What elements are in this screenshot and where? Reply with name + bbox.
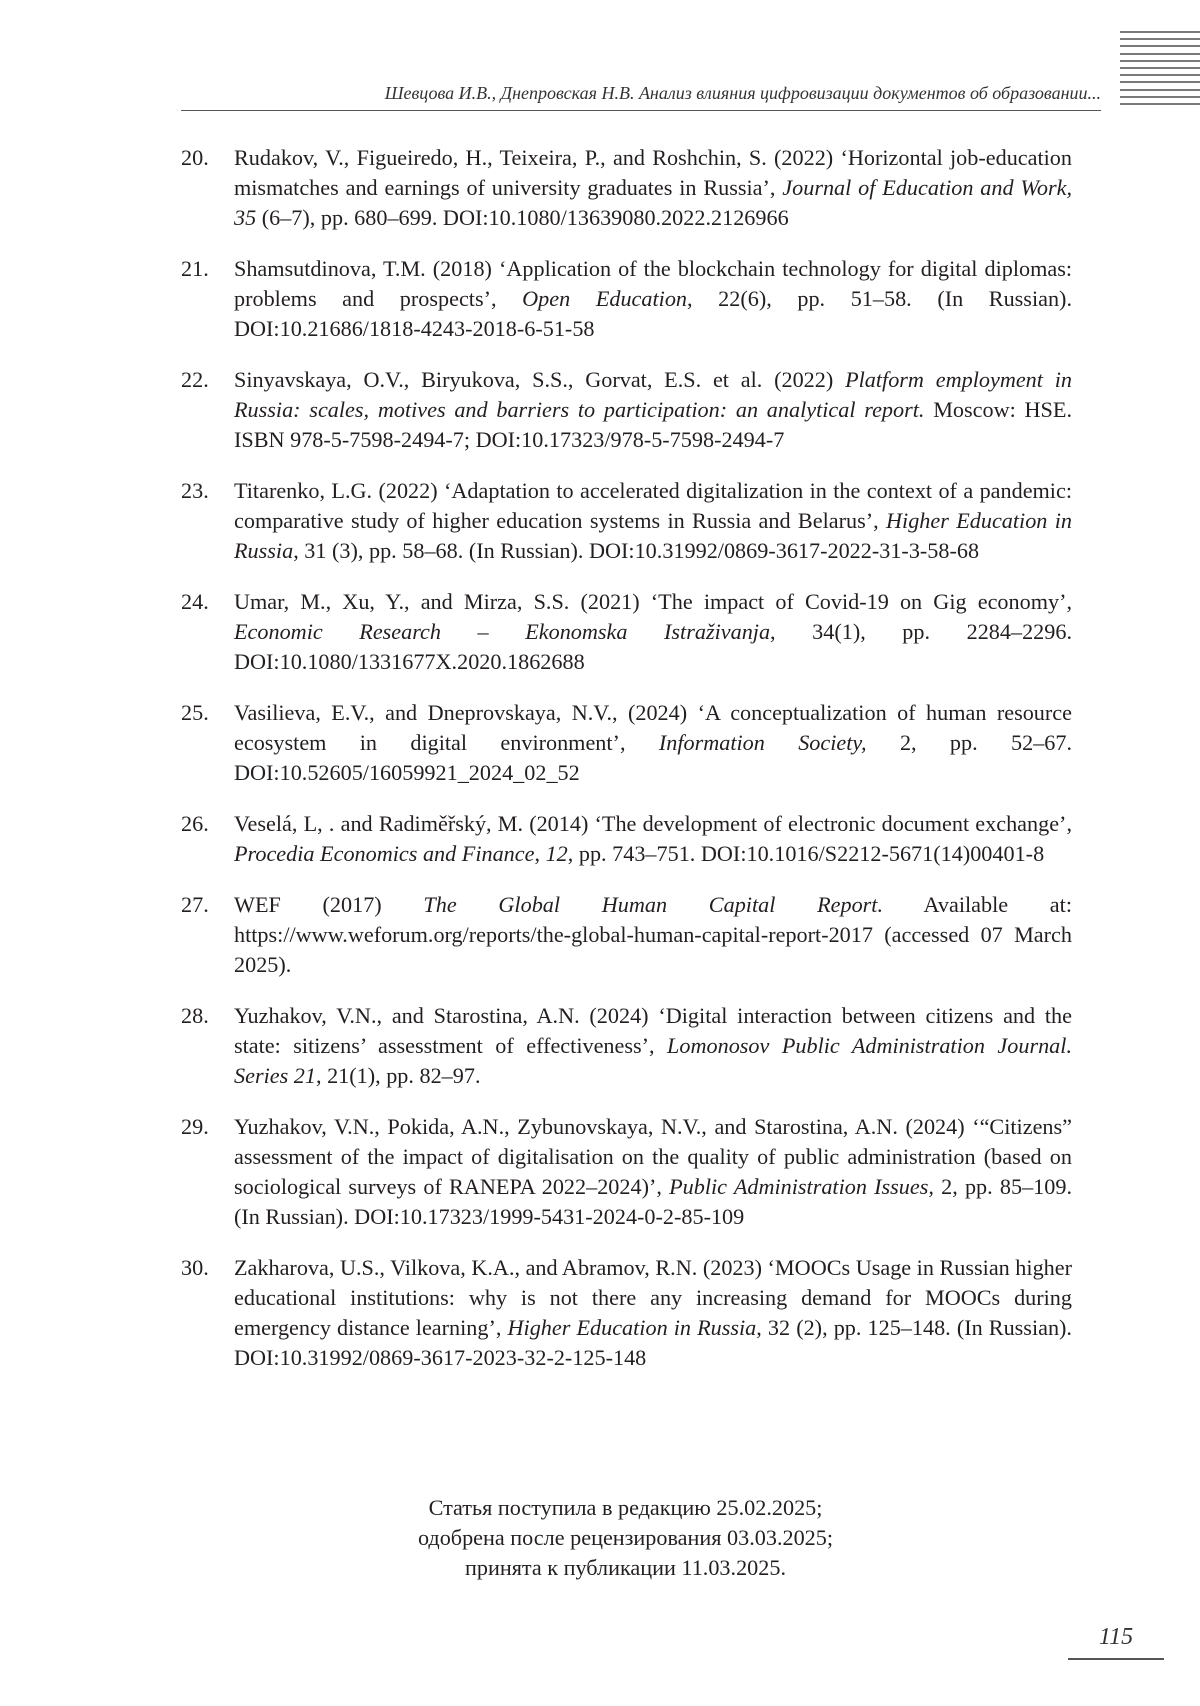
article-history	[180, 1493, 1071, 1583]
reference-text: Vasilieva, E.V., and Dneprovskaya, N.V., (2024) ‘A conceptualization of human resource ecosystem in digital environment’,	[234, 700, 1072, 755]
reference-italic-text: Procedia Economics and Finance	[234, 841, 535, 866]
reference-number: 30.	[181, 1255, 209, 1280]
reference-number: 27.	[181, 892, 209, 917]
reference-number: 20.	[181, 145, 209, 170]
reference-text: Zakharova, U.S., Vilkova, K.A., and Abramov, R.N. (2023) ‘MOOCs Usage in Russian higher educational institutions: why is not there any increasing demand for MOOCs during emergency distance learning’,	[234, 1255, 1072, 1340]
reference-text: Sinyavskaya, O.V., Biryukova, S.S., Gorvat, E.S. et al. (2022)	[234, 367, 846, 392]
reference-text: Rudakov, V., Figueiredo, H., Teixeira, P., and Roshchin, S. (2022) ‘Horizontal job-education mismatches and earnings of university graduates in Russia’,	[234, 145, 1072, 200]
reference-text: Moscow: HSE. ISBN 978-5-7598-2494-7; DOI:10.17323/978-5-7598-2494-7	[234, 397, 1072, 452]
reference-text: , 21(1), pp. 82–97.	[315, 1063, 481, 1088]
approved-date: одобрена после рецензирования 03.03.2025;	[417, 1525, 834, 1550]
reference-italic-text: Lomonosov Public Administration Journal. Series 21	[234, 1033, 1072, 1088]
reference-number: 24.	[181, 589, 209, 614]
reference-italic-text: Economic Research – Ekonomska Istraživanja	[234, 619, 771, 644]
reference-number: 22.	[181, 367, 209, 392]
reference-text: 2, pp. 85–109. (In Russian). DOI:10.17323/1999-5431-2024-0-2-85-109	[234, 1174, 1072, 1229]
reference-number: 23.	[181, 478, 209, 503]
reference-text: , 31 (3), pp. 58–68. (In Russian). DOI:10.31992/0869-3617-2022-31-3-58-68	[293, 538, 980, 563]
reference-list	[181, 143, 1072, 1394]
reference-text: Available at: https://www.weforum.org/reports/the-global-human-capital-report-2017 (accessed 07 March 2025).	[234, 892, 1072, 977]
reference-item	[181, 698, 1072, 788]
reference-italic-text: The Global Human Capital Report.	[423, 892, 884, 917]
reference-text: Shamsutdinova, T.M. (2018) ‘Application of the blockchain technology for digital diplomas: problems and prospects’,	[234, 256, 1072, 311]
reference-text: (6–7), pp. 680–699. DOI:10.1080/13639080.2022.2126966	[256, 205, 789, 230]
reference-italic-text: Public Administration Issues,	[669, 1174, 934, 1199]
reference-text: Veselá, L, . and Radiměřský, M. (2014) ‘The development of electronic document exchange’,	[234, 811, 1072, 836]
reference-number: 25.	[181, 700, 209, 725]
reference-text: Yuzhakov, V.N., and Starostina, A.N. (2024) ‘Digital interaction between citizens and the state: sitizens’ assesstment of effectiveness’,	[234, 1003, 1072, 1058]
reference-text: ,	[534, 841, 546, 866]
reference-item	[181, 476, 1072, 566]
reference-italic-text: Higher Education in Russia	[234, 508, 1072, 563]
reference-number: 29.	[181, 1114, 209, 1139]
decorative-stripes	[1120, 31, 1200, 111]
running-head	[181, 78, 1101, 111]
page-number: 115	[1098, 1624, 1134, 1650]
reference-item	[181, 1001, 1072, 1091]
reference-text: Yuzhakov, V.N., Pokida, A.N., Zybunovskaya, N.V., and Starostina, A.N. (2024) ‘“Citizens” assessment of the impact of digitalisation on the quality of public administration (based on sociological surveys of RANEPA 2022–2024)’,	[234, 1114, 1072, 1199]
running-head-text: Шевцова И.В., Днепровская Н.В. Анализ влияния цифровизации документов об образовании...	[384, 83, 1101, 103]
received-date: Статья поступила в редакцию 25.02.2025;	[428, 1495, 823, 1520]
reference-item	[181, 809, 1072, 869]
reference-text: , 32 (2), pp. 125–148. (In Russian). DOI:10.31992/0869-3617-2023-32-2-125-148	[234, 1315, 1072, 1370]
reference-text: Umar, M., Xu, Y., and Mirza, S.S. (2021) ‘The impact of Covid-19 on Gig economy’,	[234, 589, 1072, 614]
reference-item	[181, 890, 1072, 980]
reference-italic-text: Platform employment in Russia: scales, motives and barriers to participation: an analytical report.	[234, 367, 1072, 422]
reference-text: , pp. 743–751. DOI:10.1016/S2212-5671(14)00401-8	[567, 841, 1045, 866]
reference-text: 2, pp. 52–67. DOI:10.52605/16059921_2024_02_52	[234, 730, 1073, 785]
reference-italic-text: Information Society,	[658, 730, 867, 755]
reference-text: WEF (2017)	[234, 892, 424, 917]
page-number-rule	[1068, 1658, 1164, 1660]
reference-text: Titarenko, L.G. (2022) ‘Adaptation to accelerated digitalization in the context of a pandemic: comparative study of higher education systems in Russia and Belarus’,	[234, 478, 1072, 533]
reference-italic-text: Open Education	[522, 286, 688, 311]
reference-item	[181, 143, 1072, 233]
reference-item	[181, 254, 1072, 344]
reference-item	[181, 365, 1072, 455]
reference-item	[181, 587, 1072, 677]
reference-item	[181, 1112, 1072, 1232]
reference-number: 28.	[181, 1003, 209, 1028]
reference-italic-text: 12	[545, 841, 568, 866]
reference-number: 26.	[181, 811, 209, 836]
reference-text: , 34(1), pp. 2284–2296. DOI:10.1080/1331677X.2020.1862688	[234, 619, 1072, 674]
reference-italic-text: Journal of Education and Work, 35	[234, 175, 1072, 230]
reference-text: , 22(6), pp. 51–58. (In Russian). DOI:10.21686/1818-4243-2018-6-51-58	[234, 286, 1072, 341]
reference-italic-text: Higher Education in Russia	[507, 1315, 757, 1340]
accepted-date: принята к публикации 11.03.2025.	[465, 1555, 786, 1580]
reference-number: 21.	[181, 256, 209, 281]
reference-item	[181, 1253, 1072, 1373]
